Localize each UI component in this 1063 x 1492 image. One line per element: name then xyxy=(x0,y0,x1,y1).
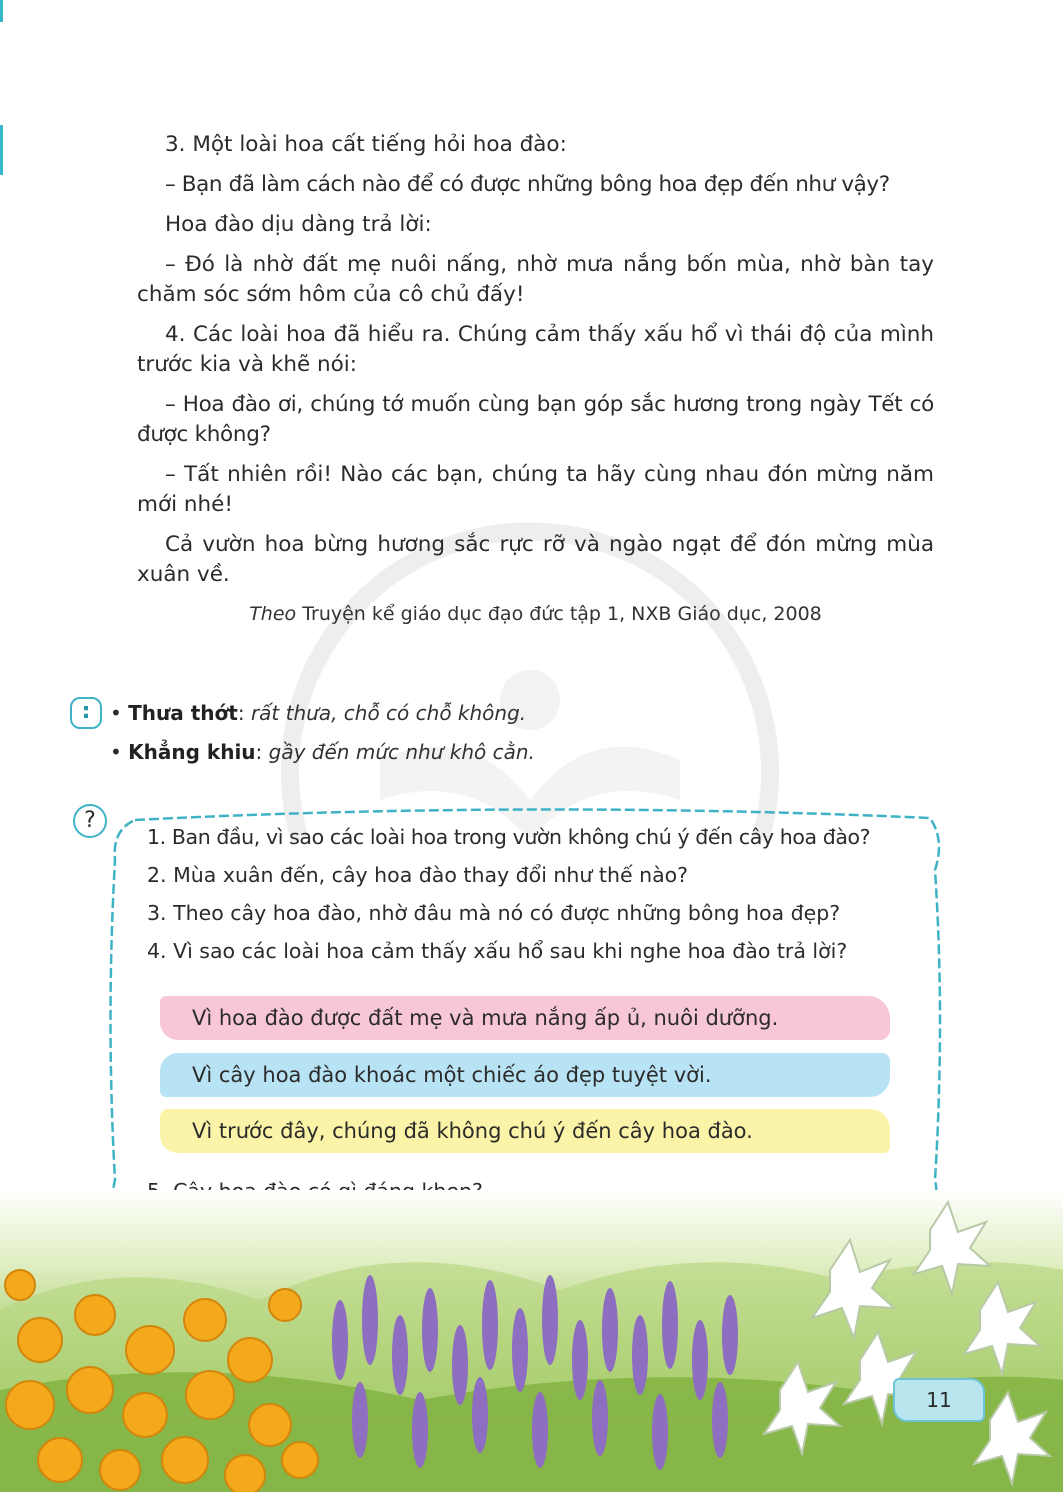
page-number: 11 xyxy=(893,1378,985,1422)
story-paragraph: Hoa đào dịu dàng trả lời: xyxy=(165,212,432,237)
question-list xyxy=(147,818,937,970)
glossary-item: • Thưa thớt: rất thưa, chỗ có chỗ không. xyxy=(110,701,527,725)
story-paragraph: – Hoa đào ơi, chúng tớ muốn cùng bạn góp sắc hương trong ngày Tết có được không? xyxy=(137,392,934,447)
question-item: 3. Theo cây hoa đào, nhờ đâu mà nó có được những bông hoa đẹp? xyxy=(147,901,841,925)
story-paragraph: Cả vườn hoa bừng hương sắc rực rỡ và ngào ngạt để đón mừng mùa xuân về. xyxy=(137,532,934,587)
story-paragraph: – Bạn đã làm cách nào để có được những bông hoa đẹp đến như vậy? xyxy=(165,172,890,197)
question-icon: ? xyxy=(73,804,107,838)
garden-illustration xyxy=(0,1190,1063,1492)
question-item: 1. Ban đầu, vì sao các loài hoa trong vườn không chú ý đến cây hoa đào? xyxy=(147,825,871,849)
question-item: 4. Vì sao các loài hoa cảm thấy xấu hổ sau khi nghe hoa đào trả lời? xyxy=(147,939,848,963)
answer-option[interactable]: Vì cây hoa đào khoác một chiếc áo đẹp tuyệt vời. xyxy=(160,1053,890,1097)
story-paragraph: – Đó là nhờ đất mẹ nuôi nấng, nhờ mưa nắng bốn mùa, nhờ bàn tay chăm sóc sớm hôm của cô chủ đấy! xyxy=(137,252,934,307)
answer-option[interactable]: Vì trước đây, chúng đã không chú ý đến cây hoa đào. xyxy=(160,1109,890,1153)
glossary-definition: rất thưa, chỗ có chỗ không. xyxy=(250,701,527,725)
glossary-definition: gầy đến mức như khô cằn. xyxy=(268,740,535,764)
story-paragraph: – Tất nhiên rồi! Nào các bạn, chúng ta hãy cùng nhau đón mừng năm mới nhé! xyxy=(137,462,934,517)
glossary-item: • Khẳng khiu: gầy đến mức như khô cằn. xyxy=(110,740,535,764)
source-prefix: Theo xyxy=(249,603,297,625)
story-paragraph: 3. Một loài hoa cất tiếng hỏi hoa đào: xyxy=(165,132,567,157)
story-paragraph: 4. Các loài hoa đã hiểu ra. Chúng cảm thấy xấu hổ vì thái độ của mình trước kia và khẽ nói: xyxy=(137,322,934,377)
glossary-term: Thưa thớt xyxy=(128,701,238,725)
answer-option[interactable]: Vì hoa đào được đất mẹ và mưa nắng ấp ủ, nuôi dưỡng. xyxy=(160,996,890,1040)
colon-icon: : xyxy=(70,697,102,729)
question-item: 2. Mùa xuân đến, cây hoa đào thay đổi như thế nào? xyxy=(147,863,689,887)
source-text: Truyện kể giáo dục đạo đức tập 1, NXB Giáo dục, 2008 xyxy=(296,603,822,625)
glossary-term: Khẳng khiu xyxy=(128,740,256,764)
